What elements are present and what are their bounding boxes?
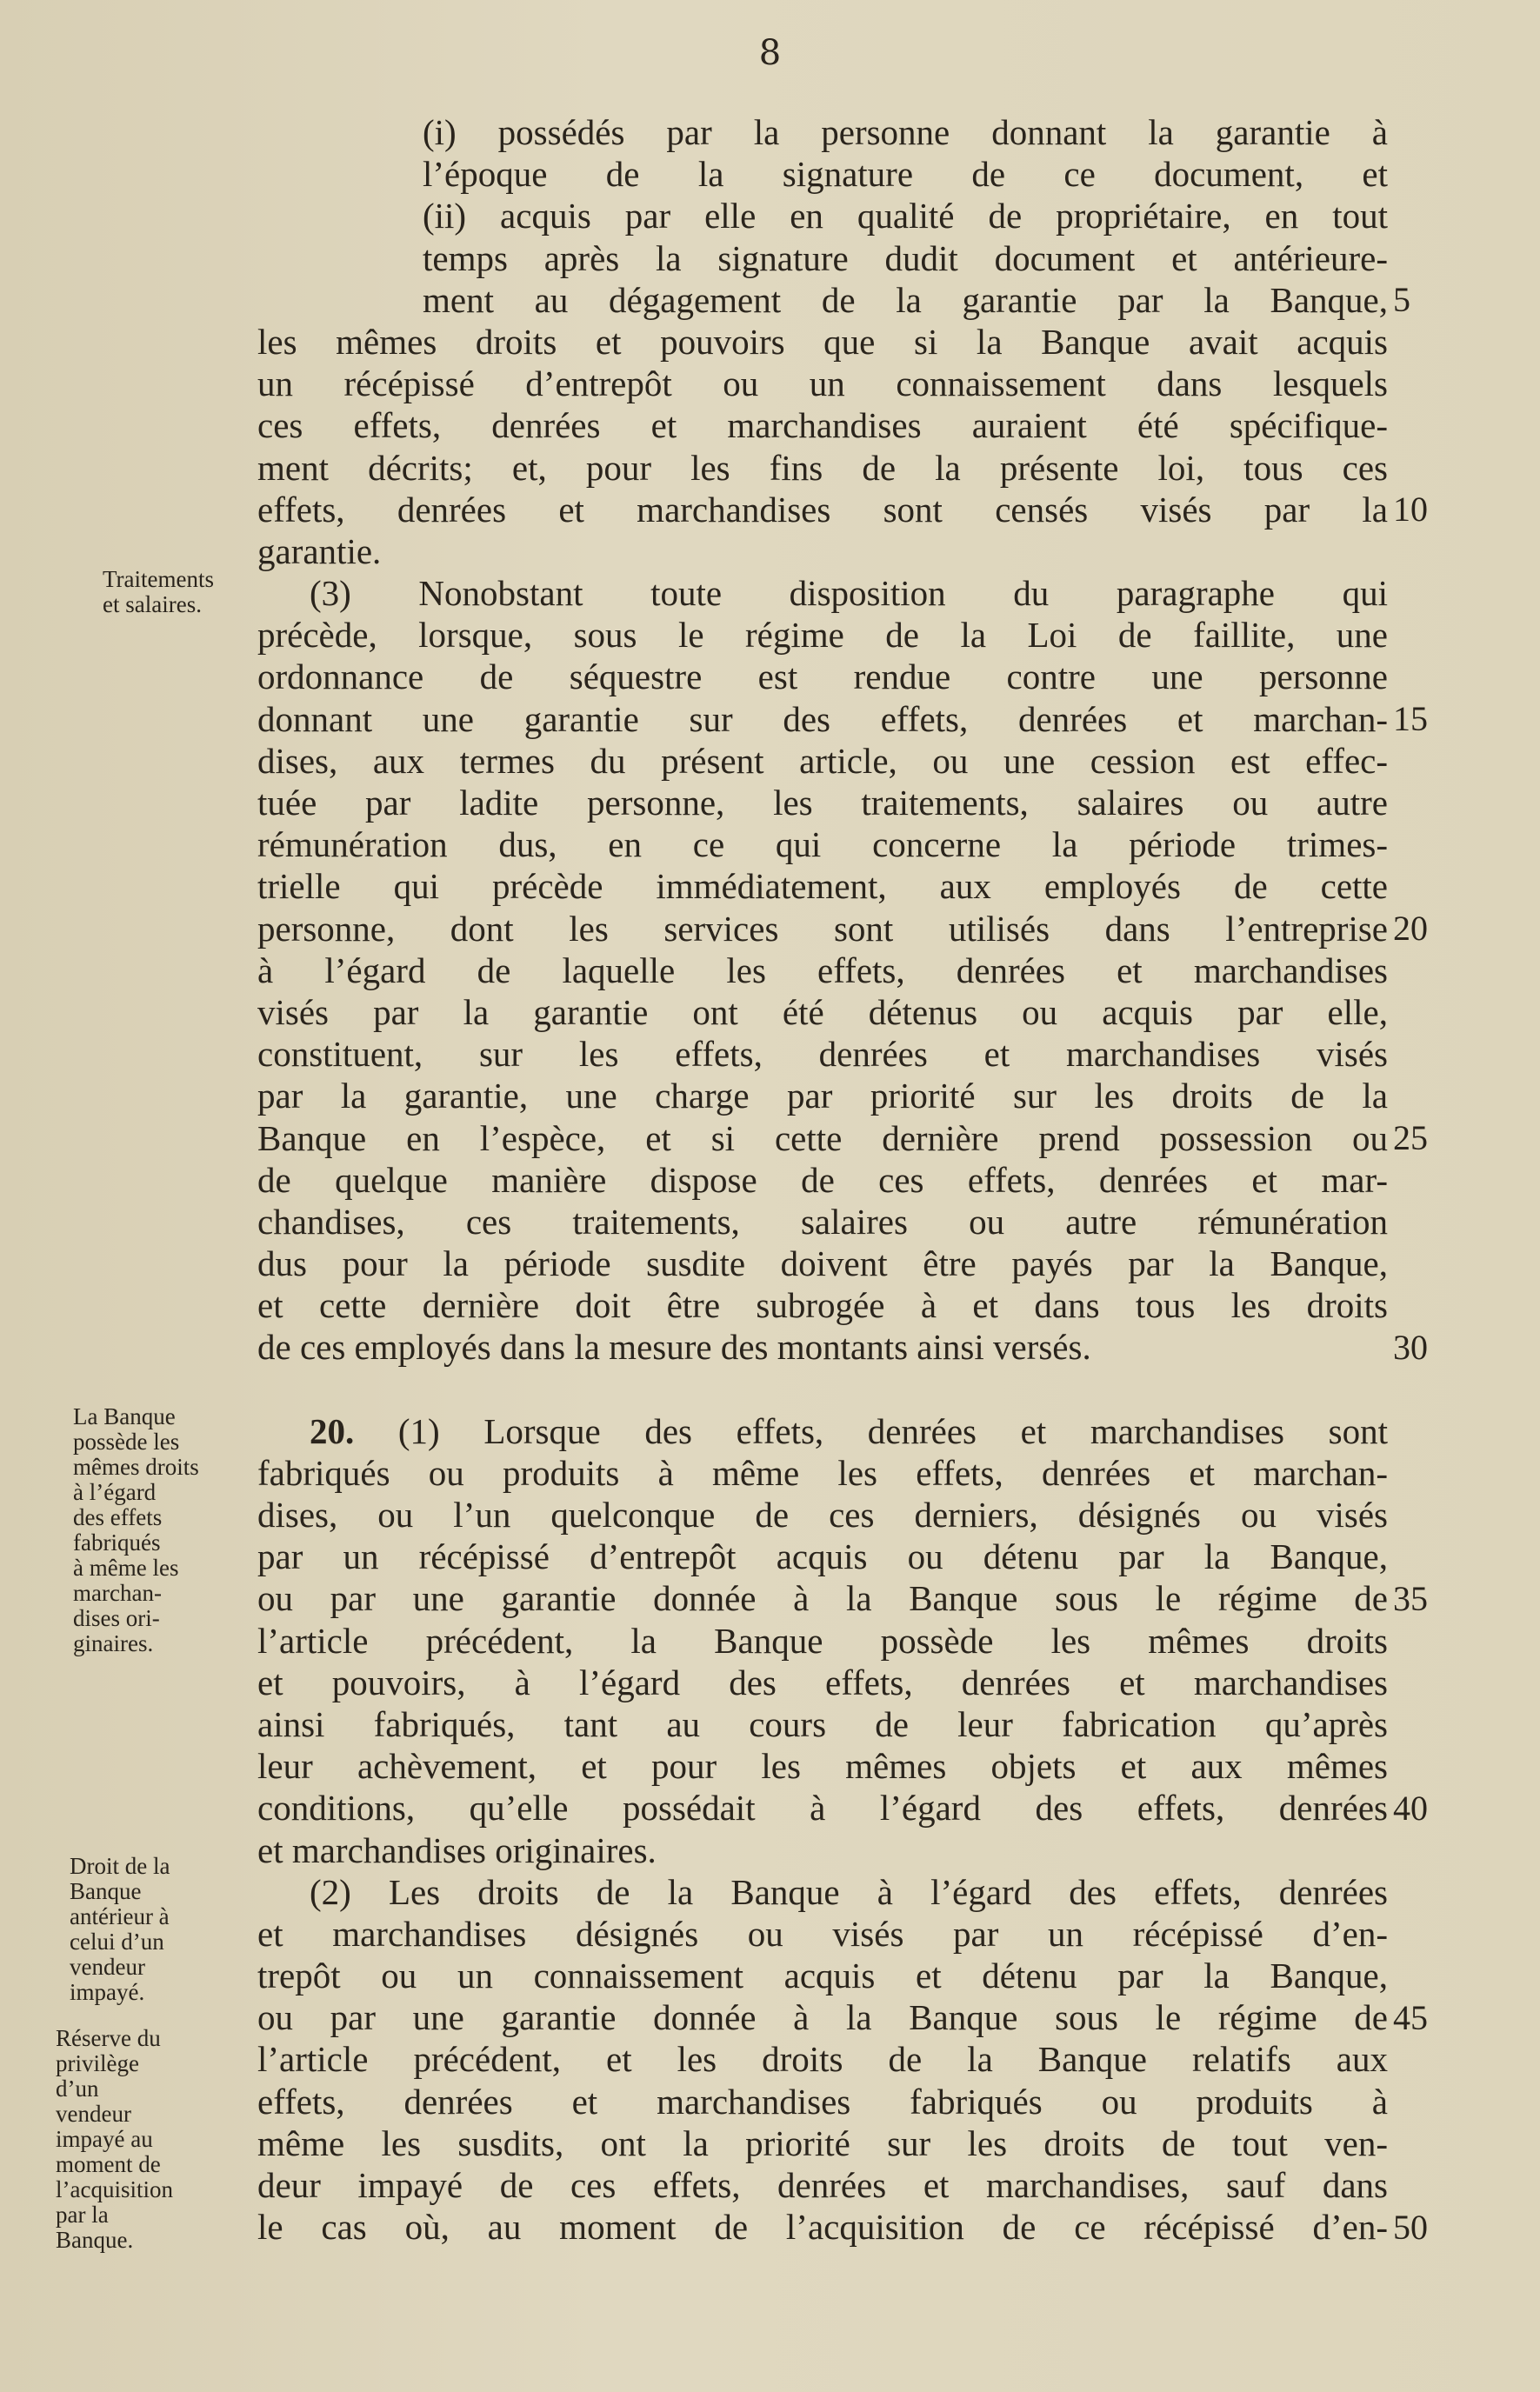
- margin-note-line: Banque.: [56, 2227, 134, 2253]
- text-line: (ii) acquis par elle en qualité de propriétaire, en tout: [423, 196, 1388, 237]
- margin-note-line: vendeur: [56, 2101, 131, 2127]
- text-line: de quelque manière dispose de ces effets, denrées et mar-: [257, 1159, 1388, 1200]
- text-line: par la garantie, une charge par priorité sur les droits de la: [257, 1076, 1388, 1116]
- margin-note-line: impayé.: [70, 1979, 145, 2005]
- text-line: ainsi fabriqués, tant au cours de leur fabrication qu’après: [257, 1703, 1388, 1744]
- margin-note-reserve: [56, 2026, 256, 2253]
- text-line: chandises, ces traitements, salaires ou autre rémunération: [257, 1201, 1388, 1242]
- text-line: ordonnance de séquestre est rendue contre une personne: [257, 656, 1388, 697]
- text-line: même les susdits, ont la priorité sur les droits de tout ven-: [257, 2122, 1388, 2163]
- text-line: trepôt ou un connaissement acquis et détenu par la Banque,: [257, 1956, 1388, 1996]
- margin-note-droit-banque: [70, 1854, 261, 2005]
- text-line: et pouvoirs, à l’égard des effets, denrées et marchandises: [257, 1662, 1388, 1702]
- line-number: 25: [1393, 1117, 1428, 1157]
- text-line: fabriqués ou produits à même les effets, denrées et marchan-: [257, 1452, 1388, 1493]
- text-line: l’article précédent, la Banque possède les mêmes droits: [257, 1620, 1388, 1661]
- margin-note-line: marchan-: [73, 1580, 162, 1606]
- text-line: tuée par ladite personne, les traitements, salaires ou autre: [257, 783, 1388, 823]
- text-line: par un récépissé d’entrepôt acquis ou détenu par la Banque,: [257, 1536, 1388, 1577]
- text-line: temps après la signature dudit document et antérieure-: [423, 237, 1388, 278]
- margin-note-line: antérieur à: [70, 1903, 170, 1929]
- text-line-content: (1) Lorsque des effets, denrées et marchandises sont: [397, 1410, 1388, 1451]
- text-line: l’article précédent, et les droits de la Banque relatifs aux: [257, 2039, 1388, 2080]
- text-line: effets, denrées et marchandises sont censés visés par la: [257, 489, 1388, 530]
- text-line: trielle qui précède immédiatement, aux employés de cette: [257, 866, 1388, 907]
- margin-note-line: vendeur: [70, 1954, 145, 1980]
- text-line: visés par la garantie ont été détenus ou acquis par elle,: [257, 991, 1388, 1032]
- margin-note-line: privilège: [56, 2050, 139, 2076]
- margin-note-line: moment de: [56, 2151, 161, 2177]
- text-line: de ces employés dans la mesure des montants ainsi versés.: [257, 1327, 1091, 1368]
- margin-note-banque-possede: [73, 1404, 264, 1656]
- line-number: 20: [1393, 908, 1428, 948]
- text-line: et marchandises désignés ou visés par un récépissé d’en-: [257, 1913, 1388, 1954]
- margin-note-line: dises ori-: [73, 1605, 160, 1631]
- section-number: 20.: [310, 1410, 398, 1451]
- margin-note-line: par la: [56, 2202, 109, 2228]
- text-line: Banque en l’espèce, et si cette dernière prend possession ou: [257, 1117, 1388, 1158]
- line-number: 50: [1393, 2207, 1428, 2247]
- margin-note-line: Droit de la: [70, 1853, 170, 1879]
- article-20-text: [257, 1410, 1388, 2249]
- text-line: ou par une garantie donnée à la Banque sous le régime de: [257, 1578, 1388, 1619]
- margin-note-line: à même les: [73, 1555, 179, 1581]
- page-number: 8: [758, 33, 782, 73]
- margin-note-traitements: [103, 567, 268, 617]
- text-line: ou par une garantie donnée à la Banque sous le régime de: [257, 1997, 1388, 2038]
- text-line: garantie.: [257, 530, 382, 571]
- line-number: 45: [1393, 1997, 1428, 2037]
- text-line: ment au dégagement de la garantie par la Banque,: [423, 279, 1388, 320]
- line-number: 5: [1393, 279, 1410, 319]
- text-line: et marchandises originaires.: [257, 1829, 657, 1870]
- text-line: (3) Nonobstant toute disposition du paragraphe qui: [310, 573, 1388, 614]
- margin-note-line: possède les: [73, 1429, 180, 1455]
- margin-note-line: à l’égard: [73, 1479, 157, 1505]
- text-line: deur impayé de ces effets, denrées et marchandises, sauf dans: [257, 2165, 1388, 2205]
- text-line: leur achèvement, et pour les mêmes objets et aux mêmes: [257, 1746, 1388, 1787]
- text-line: conditions, qu’elle possédait à l’égard des effets, denrées: [257, 1788, 1388, 1829]
- margin-note-line: Réserve du: [56, 2025, 161, 2051]
- text-line: effets, denrées et marchandises fabriqués ou produits à: [257, 2081, 1388, 2122]
- line-number: 30: [1393, 1327, 1428, 1367]
- text-line: à l’égard de laquelle les effets, denrées et marchandises: [257, 949, 1388, 990]
- text-line: dus pour la période susdite doivent être payés par la Banque,: [257, 1243, 1388, 1284]
- text-line: donnant une garantie sur des effets, denrées et marchan-: [257, 698, 1388, 739]
- text-line: un récépissé d’entrepôt ou un connaissement dans lesquels: [257, 363, 1388, 404]
- text-line: ment décrits; et, pour les fins de la présente loi, tous ces: [257, 447, 1388, 488]
- line-number: 35: [1393, 1578, 1428, 1618]
- margin-note-line: mêmes droits: [73, 1454, 199, 1480]
- text-line: (2) Les droits de la Banque à l’égard des effets, denrées: [310, 1871, 1388, 1912]
- text-line: dises, ou l’un quelconque de ces derniers, désignés ou visés: [257, 1495, 1388, 1535]
- line-number: 15: [1393, 698, 1428, 738]
- margin-note-line: des effets: [73, 1504, 163, 1530]
- line-number: 10: [1393, 489, 1428, 529]
- text-line: rémunération dus, en ce qui concerne la période trimes-: [257, 824, 1388, 865]
- article-19-text: [257, 111, 1388, 1369]
- text-line: précède, lorsque, sous le régime de la Loi de faillite, une: [257, 615, 1388, 656]
- line-number: 40: [1393, 1788, 1428, 1828]
- margin-note-line: Banque: [70, 1878, 142, 1904]
- text-line: (i) possédés par la personne donnant la garantie à: [423, 112, 1388, 152]
- text-line: dises, aux termes du présent article, ou une cession est effec-: [257, 740, 1388, 781]
- text-line: les mêmes droits et pouvoirs que si la Banque avait acquis: [257, 321, 1388, 362]
- margin-note-line: Traitements: [103, 566, 214, 592]
- margin-note-line: ginaires.: [73, 1630, 154, 1656]
- text-line: le cas où, au moment de l’acquisition de ce récépissé d’en-: [257, 2207, 1388, 2248]
- text-line: constituent, sur les effets, denrées et marchandises visés: [257, 1034, 1388, 1075]
- margin-note-line: fabriqués: [73, 1529, 161, 1556]
- body-text: [257, 111, 1428, 2248]
- text-line: personne, dont les services sont utilisés dans l’entreprise: [257, 908, 1388, 949]
- text-line: et cette dernière doit être subrogée à et dans tous les droits: [257, 1285, 1388, 1326]
- text-line: [257, 1410, 1388, 1452]
- text-line: l’époque de la signature de ce document, et: [423, 154, 1388, 195]
- text-line: ces effets, denrées et marchandises auraient été spécifique-: [257, 405, 1388, 446]
- margin-note-line: l’acquisition: [56, 2176, 173, 2202]
- margin-note-line: La Banque: [73, 1403, 176, 1429]
- margin-note-line: impayé au: [56, 2126, 153, 2152]
- margin-note-line: d’un: [56, 2076, 99, 2102]
- margin-note-line: celui d’un: [70, 1929, 164, 1955]
- margin-note-line: et salaires.: [103, 591, 202, 617]
